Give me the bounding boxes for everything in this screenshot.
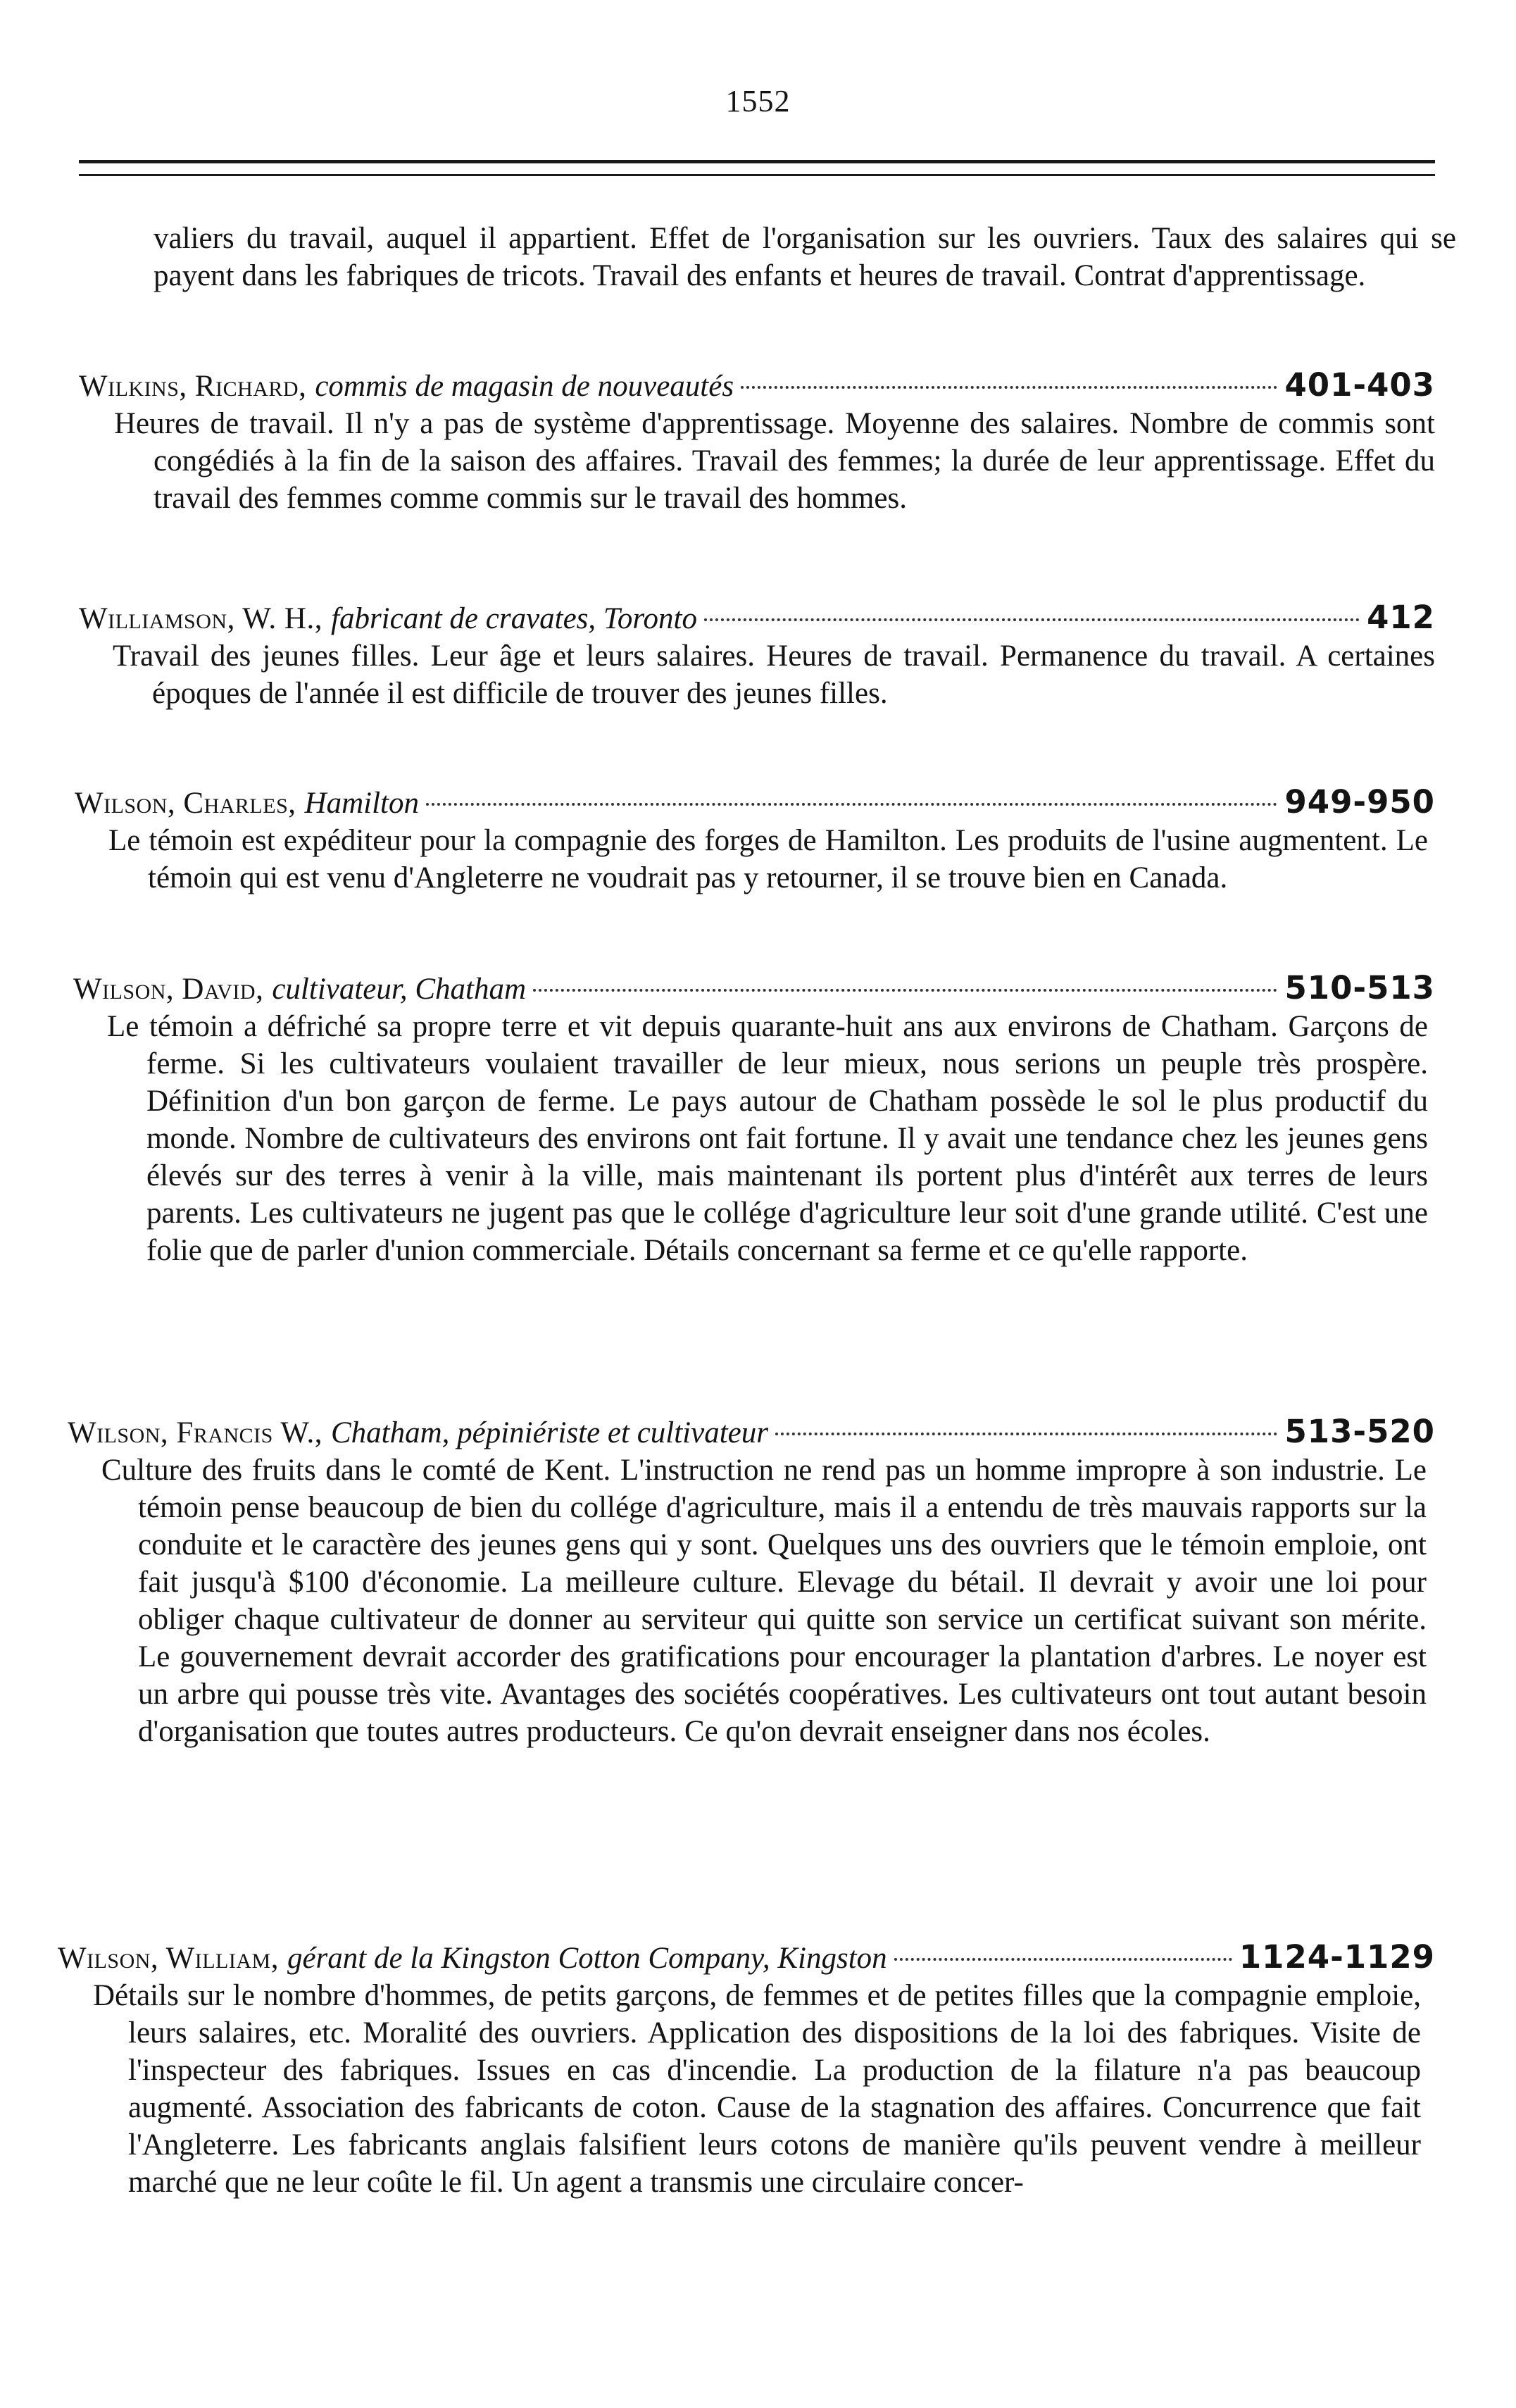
leader-dots xyxy=(426,803,1277,806)
witness-name: Wilson, Charles, xyxy=(75,787,296,820)
entry-summary: Culture des fruits dans le comté de Kent. L'instruction ne rend pas un homme impropre à son industrie. Le témoin pense beaucoup de bien du collége d'agriculture, mais il a entendu de très mauvais rapports sur la conduite et le caractère des jeunes gens qui y sont. Quelques uns des ouvriers que le témoin emploie, ont fait jusqu'à $100 d'économie. La meilleure culture. Elevage du bétail. Il devrait y avoir une loi pour obliger chaque cultivateur de donner au serviteur qui quitte son service un certificat suivant son mérite. Le gouvernement devrait accorder des gratifications pour encourager la plantation d'arbres. Le noyer est un arbre qui pousse très vite. Avantages des sociétés coopératives. Les cultivateurs ont tout autant besoin d'organisation que toutes autres producteurs. Ce qu'on devrait enseigner dans nos écoles. xyxy=(101,1454,1427,1748)
witness-occupation: gérant de la Kingston Cotton Company, Kingston xyxy=(287,1942,887,1975)
entry-heading xyxy=(0,599,1435,637)
page-reference: 949-950 xyxy=(1284,783,1435,821)
continuation-text: valiers du travail, auquel il appartient. Effet de l'organisation sur les ouvriers. Taux des salaires qui se payent dans les fabriques de tricots. Travail des enfants et heures de travail. Contrat d'apprentissage. xyxy=(154,222,1456,292)
header-rule-thin xyxy=(79,174,1435,176)
witness-name: Williamson, W. H., xyxy=(79,602,322,635)
witness-occupation: cultivateur, Chatham xyxy=(272,973,527,1006)
index-entry xyxy=(0,599,1516,712)
page-reference: 510-513 xyxy=(1284,969,1435,1006)
continuation-paragraph xyxy=(0,220,1456,294)
entry-summary: Travail des jeunes filles. Leur âge et leurs salaires. Heures de travail. Permanence du travail. A certaines époques de l'année il est difficile de trouver des jeunes filles. xyxy=(113,640,1435,710)
witness-name: Wilson, David, xyxy=(73,973,264,1006)
entry-heading xyxy=(0,1938,1435,1977)
entry-heading xyxy=(0,366,1435,405)
index-entry xyxy=(0,1938,1516,2201)
witness-name: Wilson, William, xyxy=(58,1942,279,1975)
entry-summary: Heures de travail. Il n'y a pas de système d'apprentissage. Moyenne des salaires. Nombre de commis sont congédiés à la fin de la saison des affaires. Travail des femmes; la durée de leur apprentissage. Effet du travail des femmes comme commis sur le travail des hommes. xyxy=(114,407,1435,515)
page-reference: 1124-1129 xyxy=(1239,1938,1435,1976)
entry-summary: Détails sur le nombre d'hommes, de petits garçons, de femmes et de petites filles que la compagnie emploie, leurs salaires, etc. Moralité des ouvriers. Application des dispositions de la loi des fabriques. Visite de l'inspecteur des fabriques. Issues en cas d'incendie. La production de la filature n'a pas beaucoup augmenté. Association des fabricants de coton. Cause de la stagnation des affaires. Concurrence que fait l'Angleterre. Les fabricants anglais falsifient leurs cotons de manière qu'ils peuvent vendre à meilleur marché que ne leur coûte le fil. Un agent a transmis une circulaire concer- xyxy=(93,1979,1421,2199)
witness-occupation: fabricant de cravates, Toronto xyxy=(331,602,697,635)
page-reference: 513-520 xyxy=(1284,1413,1435,1450)
page-reference: 412 xyxy=(1367,599,1435,636)
entry-heading xyxy=(0,1413,1435,1452)
witness-occupation: commis de magasin de nouveautés xyxy=(315,370,734,403)
page-number: 1552 xyxy=(725,84,791,118)
witness-name: Wilkins, Richard, xyxy=(79,370,307,403)
leader-dots xyxy=(775,1433,1277,1435)
index-entry xyxy=(0,366,1516,517)
entry-summary: Le témoin a défriché sa propre terre et vit depuis quarante-huit ans aux environs de Chatham. Garçons de ferme. Si les cultivateurs voulaient travailler de leur mieux, nous serions un peuple très prospère. Définition d'un bon garçon de ferme. Le pays autour de Chatham possède le sol le plus productif du monde. Nombre de cultivateurs des environs ont fait fortune. Il y avait une tendance chez les jeunes gens élevés sur des terres à venir à la ville, mais maintenant ils portent plus d'intérêt aux terres de leurs parents. Les cultivateurs ne jugent pas que le collége d'agriculture leur soit d'une grande utilité. C'est une folie que de parler d'union commerciale. Détails concernant sa ferme et ce qu'elle rapporte. xyxy=(107,1010,1428,1267)
entry-heading xyxy=(0,783,1435,822)
index-entry xyxy=(0,1413,1516,1750)
entry-summary: Le témoin est expéditeur pour la compagnie des forges de Hamilton. Les produits de l'usine augmentent. Le témoin qui est venu d'Angleterre ne voudrait pas y retourner, il se trouve bien en Canada. xyxy=(108,824,1428,894)
header-rule-thick xyxy=(79,160,1435,163)
witness-occupation: Chatham, pépiniériste et cultivateur xyxy=(330,1416,768,1449)
witness-occupation: Hamilton xyxy=(304,787,419,820)
index-entry xyxy=(0,969,1516,1269)
leader-dots xyxy=(741,386,1277,389)
leader-dots xyxy=(533,989,1277,992)
leader-dots xyxy=(894,1958,1232,1961)
leader-dots xyxy=(704,618,1360,621)
witness-name: Wilson, Francis W., xyxy=(68,1416,322,1449)
page-reference: 401-403 xyxy=(1284,366,1435,404)
index-entry xyxy=(0,783,1516,897)
entry-heading xyxy=(0,969,1435,1008)
